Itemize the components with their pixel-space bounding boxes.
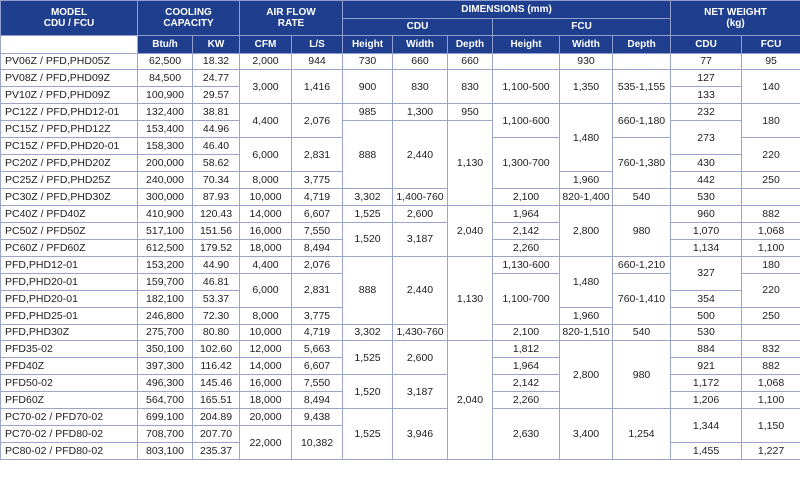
table-cell: 116.42 xyxy=(193,358,240,375)
table-cell: 540 xyxy=(613,324,671,341)
table-cell: 1,520 xyxy=(343,222,393,256)
table-cell: 7,550 xyxy=(292,375,343,392)
table-row xyxy=(1,53,800,70)
table-cell: 44.90 xyxy=(193,256,240,273)
table-cell: 3,302 xyxy=(343,324,393,341)
weight-cdu-header: CDU xyxy=(671,36,742,54)
table-cell: 250 xyxy=(742,172,800,189)
model-cell: PFD50-02 xyxy=(1,375,138,392)
table-cell: 888 xyxy=(343,256,393,324)
table-cell: 16,000 xyxy=(240,222,292,239)
table-cell: 950 xyxy=(448,104,493,121)
table-cell: 102.60 xyxy=(193,341,240,358)
table-cell: 46.40 xyxy=(193,138,240,155)
table-cell: 22,000 xyxy=(240,426,292,460)
table-cell: 930 xyxy=(560,53,613,70)
table-cell: 1,100-700 xyxy=(493,273,560,324)
dimensions-fcu-header: FCU xyxy=(493,18,671,36)
table-cell: 2,800 xyxy=(560,205,613,256)
model-cell: PV06Z / PFD,PHD05Z xyxy=(1,53,138,70)
model-cell: PFD60Z xyxy=(1,392,138,409)
table-cell: 5,663 xyxy=(292,341,343,358)
table-cell: 2,142 xyxy=(493,222,560,239)
table-cell: 80.80 xyxy=(193,324,240,341)
table-cell: 182,100 xyxy=(138,290,193,307)
table-cell: 888 xyxy=(343,121,393,189)
table-cell: 300,000 xyxy=(138,189,193,206)
table-cell: 1,964 xyxy=(493,358,560,375)
table-cell: 140 xyxy=(742,70,800,104)
table-cell: 16,000 xyxy=(240,375,292,392)
table-cell: 540 xyxy=(613,189,671,206)
table-cell: 1,480 xyxy=(560,256,613,307)
table-cell: 6,000 xyxy=(240,138,292,172)
table-cell: 1,525 xyxy=(343,205,393,222)
table-cell: 1,960 xyxy=(560,172,613,189)
table-cell: 220 xyxy=(742,273,800,307)
model-cell: PC40Z / PFD40Z xyxy=(1,205,138,222)
cdu-width-header: Width xyxy=(393,36,448,54)
table-cell: 1,070 xyxy=(671,222,742,239)
table-cell: 1,130 xyxy=(448,256,493,341)
table-cell: 1,344 xyxy=(671,409,742,443)
table-cell: 2,800 xyxy=(560,341,613,409)
table-cell: 660-1,210 xyxy=(613,256,671,273)
table-cell: 2,440 xyxy=(393,256,448,324)
table-cell: 2,600 xyxy=(393,341,448,375)
table-cell: 1,206 xyxy=(671,392,742,409)
table-cell: 6,607 xyxy=(292,358,343,375)
table-cell: 153,200 xyxy=(138,256,193,273)
table-cell: 3,187 xyxy=(393,222,448,256)
table-cell: 232 xyxy=(671,104,742,121)
table-cell: 760-1,410 xyxy=(613,273,671,324)
table-row xyxy=(1,409,800,426)
table-cell: 535-1,155 xyxy=(613,70,671,104)
cdu-depth-header: Depth xyxy=(448,36,493,54)
btuh-header: Btu/h xyxy=(138,36,193,54)
table-cell: 6,607 xyxy=(292,205,343,222)
table-cell: 18.32 xyxy=(193,53,240,70)
table-cell xyxy=(613,53,671,70)
table-cell: 70.34 xyxy=(193,172,240,189)
table-cell: 3,775 xyxy=(292,172,343,189)
table-cell: 38.81 xyxy=(193,104,240,121)
table-cell: 6,000 xyxy=(240,273,292,307)
table-cell: 921 xyxy=(671,358,742,375)
table-row xyxy=(1,222,800,239)
table-cell: 2,630 xyxy=(493,409,560,460)
model-cell: PC50Z / PFD50Z xyxy=(1,222,138,239)
model-cell: PFD40Z xyxy=(1,358,138,375)
table-cell: 9,438 xyxy=(292,409,343,426)
table-cell: 165.51 xyxy=(193,392,240,409)
table-cell: 2,076 xyxy=(292,104,343,138)
table-cell: 327 xyxy=(671,256,742,290)
table-cell: 1,964 xyxy=(493,205,560,222)
model-cell: PC12Z / PFD,PHD12-01 xyxy=(1,104,138,121)
table-cell: 564,700 xyxy=(138,392,193,409)
table-cell: 1,172 xyxy=(671,375,742,392)
table-cell: 1,100 xyxy=(742,239,800,256)
table-cell: 159,700 xyxy=(138,273,193,290)
table-cell: 830 xyxy=(393,70,448,104)
table-cell: 1,130 xyxy=(448,121,493,206)
table-cell: 1,812 xyxy=(493,341,560,358)
model-cell: PC70-02 / PFD70-02 xyxy=(1,409,138,426)
ls-header: L/S xyxy=(292,36,343,54)
table-cell: 830 xyxy=(448,70,493,104)
fcu-width-header: Width xyxy=(560,36,613,54)
table-cell: 530 xyxy=(671,324,742,341)
model-cell: PC80-02 / PFD80-02 xyxy=(1,443,138,460)
cfm-header: CFM xyxy=(240,36,292,54)
table-cell: 3,946 xyxy=(393,409,448,460)
model-cell: PC70-02 / PFD80-02 xyxy=(1,426,138,443)
model-cell: PC60Z / PFD60Z xyxy=(1,239,138,256)
table-cell: 2,831 xyxy=(292,138,343,172)
table-cell: 350,100 xyxy=(138,341,193,358)
table-cell: 180 xyxy=(742,256,800,273)
table-cell: 120.43 xyxy=(193,205,240,222)
table-cell: 8,494 xyxy=(292,392,343,409)
model-cell: PV10Z / PFD,PHD09Z xyxy=(1,87,138,104)
table-cell: 273 xyxy=(671,121,742,155)
table-cell: 517,100 xyxy=(138,222,193,239)
table-cell: 10,000 xyxy=(240,324,292,341)
table-cell: 660 xyxy=(393,53,448,70)
table-cell: 46.81 xyxy=(193,273,240,290)
table-cell: 1,455 xyxy=(671,443,742,460)
table-cell: 4,400 xyxy=(240,256,292,273)
table-cell: 985 xyxy=(343,104,393,121)
table-cell: 12,000 xyxy=(240,341,292,358)
kw-header: KW xyxy=(193,36,240,54)
table-cell: 24.77 xyxy=(193,70,240,87)
fcu-height-header: Height xyxy=(493,36,560,54)
table-cell: 2,040 xyxy=(448,341,493,460)
table-cell: 1,520 xyxy=(343,375,393,409)
table-row xyxy=(1,324,800,341)
table-cell: 1,068 xyxy=(742,375,800,392)
table-cell: 1,960 xyxy=(560,307,613,324)
table-cell: 132,400 xyxy=(138,104,193,121)
table-cell: 730 xyxy=(343,53,393,70)
table-cell: 133 xyxy=(671,87,742,104)
table-cell: 77 xyxy=(671,53,742,70)
table-cell: 275,700 xyxy=(138,324,193,341)
table-cell: 3,302 xyxy=(343,189,393,206)
table-row xyxy=(1,205,800,222)
table-cell: 2,260 xyxy=(493,239,560,256)
table-cell: 660-1,180 xyxy=(613,104,671,138)
table-row xyxy=(1,121,800,138)
model-cell: PV08Z / PFD,PHD09Z xyxy=(1,70,138,87)
table-cell: 660 xyxy=(448,53,493,70)
table-cell: 250 xyxy=(742,307,800,324)
model-cell: PFD,PHD20-01 xyxy=(1,273,138,290)
weight-fcu-header: FCU xyxy=(742,36,800,54)
table-cell: 944 xyxy=(292,53,343,70)
model-cell: PFD,PHD25-01 xyxy=(1,307,138,324)
table-cell: 1,416 xyxy=(292,70,343,104)
table-cell: 179.52 xyxy=(193,239,240,256)
table-cell: 10,000 xyxy=(240,189,292,206)
table-cell: 397,300 xyxy=(138,358,193,375)
table-cell: 882 xyxy=(742,358,800,375)
table-cell: 84,500 xyxy=(138,70,193,87)
model-header: MODEL CDU / FCU xyxy=(1,1,138,36)
table-cell: 1,100 xyxy=(742,392,800,409)
table-cell: 207.70 xyxy=(193,426,240,443)
table-row xyxy=(1,104,800,121)
table-cell: 1,100-600 xyxy=(493,104,560,138)
table-cell: 2,831 xyxy=(292,273,343,307)
table-cell: 200,000 xyxy=(138,155,193,172)
table-cell: 882 xyxy=(742,205,800,222)
table-cell: 2,142 xyxy=(493,375,560,392)
table-cell: 145.46 xyxy=(193,375,240,392)
model-cell: PC25Z / PFD,PHD25Z xyxy=(1,172,138,189)
table-cell: 1,525 xyxy=(343,341,393,375)
table-cell: 820-1,510 xyxy=(560,324,613,341)
table-cell: 62,500 xyxy=(138,53,193,70)
table-cell: 803,100 xyxy=(138,443,193,460)
table-cell: 960 xyxy=(671,205,742,222)
table-cell: 1,227 xyxy=(742,443,800,460)
table-cell: 72.30 xyxy=(193,307,240,324)
table-cell: 87.93 xyxy=(193,189,240,206)
table-cell: 820-1,400 xyxy=(560,189,613,206)
table-cell: 235.37 xyxy=(193,443,240,460)
table-cell: 3,000 xyxy=(240,70,292,104)
table-cell: 95 xyxy=(742,53,800,70)
model-cell: PFD35-02 xyxy=(1,341,138,358)
table-cell: 496,300 xyxy=(138,375,193,392)
table-cell: 151.56 xyxy=(193,222,240,239)
table-cell: 612,500 xyxy=(138,239,193,256)
table-cell: 44.96 xyxy=(193,121,240,138)
table-cell: 4,719 xyxy=(292,324,343,341)
table-cell: 410,900 xyxy=(138,205,193,222)
table-cell: 1,130-600 xyxy=(493,256,560,273)
table-cell: 1,134 xyxy=(671,239,742,256)
table-cell: 1,068 xyxy=(742,222,800,239)
air-flow-rate-header: AIR FLOW RATE xyxy=(240,1,343,36)
table-row xyxy=(1,375,800,392)
table-cell: 1,430-760 xyxy=(393,324,448,341)
table-cell: 14,000 xyxy=(240,205,292,222)
table-cell: 1,100-500 xyxy=(493,70,560,104)
table-cell: 530 xyxy=(671,189,742,206)
table-cell: 832 xyxy=(742,341,800,358)
blank-subheader xyxy=(1,36,138,54)
table-cell: 29.57 xyxy=(193,87,240,104)
table-cell: 8,000 xyxy=(240,172,292,189)
table-cell: 2,076 xyxy=(292,256,343,273)
table-cell: 3,400 xyxy=(560,409,613,460)
table-cell: 158,300 xyxy=(138,138,193,155)
table-cell: 2,260 xyxy=(493,392,560,409)
table-cell: 100,900 xyxy=(138,87,193,104)
table-body xyxy=(1,53,800,460)
table-cell: 240,000 xyxy=(138,172,193,189)
table-cell: 884 xyxy=(671,341,742,358)
dimensions-cdu-header: CDU xyxy=(343,18,493,36)
net-weight-header: NET WEIGHT (kg) xyxy=(671,1,800,36)
table-cell: 53.37 xyxy=(193,290,240,307)
model-cell: PC30Z / PFD,PHD30Z xyxy=(1,189,138,206)
table-header xyxy=(1,1,800,54)
table-cell: 354 xyxy=(671,290,742,307)
table-cell: 1,350 xyxy=(560,70,613,104)
table-cell: 246,800 xyxy=(138,307,193,324)
model-cell: PC15Z / PFD,PHD20-01 xyxy=(1,138,138,155)
table-row xyxy=(1,189,800,206)
table-cell: 8,000 xyxy=(240,307,292,324)
model-cell: PFD,PHD20-01 xyxy=(1,290,138,307)
table-cell: 7,550 xyxy=(292,222,343,239)
cooling-capacity-header: COOLING CAPACITY xyxy=(138,1,240,36)
table-row xyxy=(1,341,800,358)
table-row xyxy=(1,256,800,273)
table-cell: 10,382 xyxy=(292,426,343,460)
table-cell: 900 xyxy=(343,70,393,104)
table-cell: 2,000 xyxy=(240,53,292,70)
table-cell: 58.62 xyxy=(193,155,240,172)
table-cell: 442 xyxy=(671,172,742,189)
table-cell: 18,000 xyxy=(240,239,292,256)
table-cell: 2,040 xyxy=(448,205,493,256)
model-cell: PC15Z / PFD,PHD12Z xyxy=(1,121,138,138)
table-cell: 3,775 xyxy=(292,307,343,324)
table-cell: 430 xyxy=(671,155,742,172)
table-cell: 1,254 xyxy=(613,409,671,460)
table-cell: 980 xyxy=(613,341,671,409)
table-cell: 204.89 xyxy=(193,409,240,426)
fcu-depth-header: Depth xyxy=(613,36,671,54)
table-cell: 2,100 xyxy=(493,189,560,206)
table-cell: 980 xyxy=(613,205,671,256)
table-cell: 1,150 xyxy=(742,409,800,443)
table-cell: 2,440 xyxy=(393,121,448,189)
table-cell: 2,100 xyxy=(493,324,560,341)
table-cell: 708,700 xyxy=(138,426,193,443)
model-cell: PFD,PHD30Z xyxy=(1,324,138,341)
table-cell: 500 xyxy=(671,307,742,324)
table-cell: 1,525 xyxy=(343,409,393,460)
model-cell: PC20Z / PFD,PHD20Z xyxy=(1,155,138,172)
model-cell: PFD,PHD12-01 xyxy=(1,256,138,273)
table-cell: 1,480 xyxy=(560,104,613,172)
table-cell: 760-1,380 xyxy=(613,138,671,189)
table-cell xyxy=(493,53,560,70)
table-cell: 3,187 xyxy=(393,375,448,409)
table-cell: 4,719 xyxy=(292,189,343,206)
table-cell: 2,600 xyxy=(393,205,448,222)
table-cell: 4,400 xyxy=(240,104,292,138)
table-cell: 1,300-700 xyxy=(493,138,560,189)
table-cell: 153,400 xyxy=(138,121,193,138)
table-cell: 127 xyxy=(671,70,742,87)
table-cell: 180 xyxy=(742,104,800,138)
cdu-height-header: Height xyxy=(343,36,393,54)
table-row xyxy=(1,70,800,87)
table-cell: 220 xyxy=(742,138,800,172)
table-cell: 1,400-760 xyxy=(393,189,448,206)
table-cell: 1,300 xyxy=(393,104,448,121)
table-cell: 14,000 xyxy=(240,358,292,375)
table-cell: 8,494 xyxy=(292,239,343,256)
table-cell: 18,000 xyxy=(240,392,292,409)
table-cell: 20,000 xyxy=(240,409,292,426)
dimensions-header: DIMENSIONS (mm) xyxy=(343,1,671,19)
table-cell: 699,100 xyxy=(138,409,193,426)
